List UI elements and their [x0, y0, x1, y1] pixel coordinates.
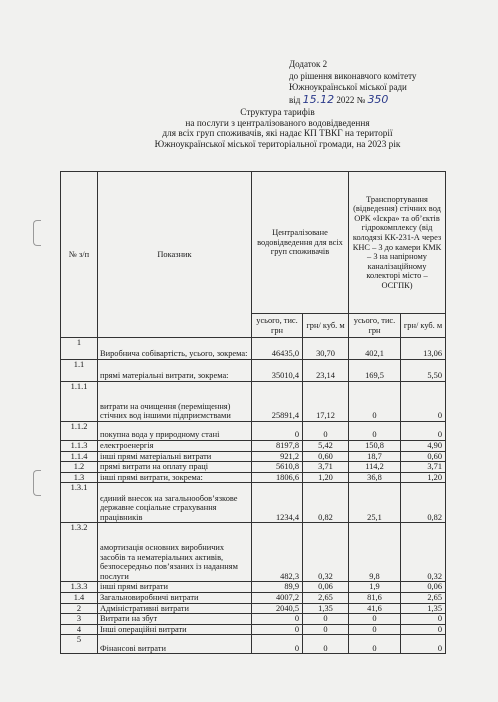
- value-transport-per-m3: 5,50: [401, 360, 446, 382]
- row-label: покупна вода у природному стані: [98, 422, 252, 441]
- table-row: [61, 422, 446, 441]
- number-sign: №: [356, 94, 366, 105]
- value-transport-per-m3: 0,32: [401, 523, 446, 582]
- row-label: витрати на очищення (переміщення) стічних вод іншими підприємствами: [98, 382, 252, 422]
- value-transport-per-m3: 0,06: [401, 582, 446, 593]
- title-line: на послуги з централізованого водовідведення: [185, 118, 370, 129]
- row-number: 4: [61, 624, 98, 635]
- table-row: [61, 635, 446, 654]
- value-central-per-m3: 23,14: [303, 360, 349, 382]
- table-row: [61, 483, 446, 523]
- value-central-per-m3: 5,42: [303, 441, 349, 452]
- title-line: Южноукраїнської міської територіальної громади, на 2023 рік: [154, 139, 401, 150]
- value-transport-total: 25,1: [349, 483, 401, 523]
- row-number: 1: [61, 338, 98, 360]
- binder-hole-mark: [33, 220, 41, 246]
- subheader-per-m3: грн/ куб. м: [303, 314, 349, 338]
- row-number: 1.2: [61, 462, 98, 473]
- table-row: [61, 338, 446, 360]
- value-transport-total: 0: [349, 614, 401, 625]
- date-prefix: від: [289, 94, 301, 105]
- value-central-total: 1806,6: [252, 472, 303, 483]
- value-central-per-m3: 0,60: [303, 451, 349, 462]
- value-transport-total: 18,7: [349, 451, 401, 462]
- row-label: прямі витрати на оплату праці: [98, 462, 252, 473]
- table-row: [61, 592, 446, 603]
- row-number: 1.4: [61, 592, 98, 603]
- value-transport-per-m3: 3,71: [401, 462, 446, 473]
- table-row: [61, 360, 446, 382]
- value-transport-total: 9,8: [349, 523, 401, 582]
- tariff-structure-table: [60, 171, 446, 654]
- value-transport-per-m3: 2,65: [401, 592, 446, 603]
- handwritten-number: 350: [367, 92, 389, 106]
- row-number: 1.1.1: [61, 382, 98, 422]
- table-row: [61, 441, 446, 452]
- row-number: 3: [61, 614, 98, 625]
- value-central-per-m3: 0: [303, 624, 349, 635]
- date-year: 2022: [336, 94, 355, 105]
- value-central-total: 1234,4: [252, 483, 303, 523]
- value-central-total: 89,9: [252, 582, 303, 593]
- value-central-per-m3: 0,32: [303, 523, 349, 582]
- table-row: [61, 382, 446, 422]
- value-central-total: 5610,8: [252, 462, 303, 473]
- value-central-per-m3: 2,65: [303, 592, 349, 603]
- row-label: прямі матеріальні витрати, зокрема:: [98, 360, 252, 382]
- table-row: [61, 462, 446, 473]
- value-transport-per-m3: 0: [401, 624, 446, 635]
- value-transport-total: 0: [349, 422, 401, 441]
- row-label: Інші операційні витрати: [98, 624, 252, 635]
- value-central-total: 25891,4: [252, 382, 303, 422]
- value-transport-total: 0: [349, 635, 401, 654]
- row-label: амортизація основних виробничих засобів та нематеріальних активів, безпосередньо пов’язаних із наданням послуги: [98, 523, 252, 582]
- value-central-total: 4007,2: [252, 592, 303, 603]
- table-row: [61, 451, 446, 462]
- value-central-per-m3: 30,70: [303, 338, 349, 360]
- subheader-total: усього, тис. грн: [349, 314, 401, 338]
- header-indicator: Показник: [98, 172, 252, 338]
- value-central-total: 35010,4: [252, 360, 303, 382]
- header-num: № з/п: [61, 172, 98, 338]
- value-transport-total: 114,2: [349, 462, 401, 473]
- row-label: Загальновиробничі витрати: [98, 592, 252, 603]
- title-line: для всіх груп споживачів, які надає КП ТВКГ на території: [162, 129, 393, 140]
- value-central-total: 8197,8: [252, 441, 303, 452]
- row-label: інші прямі витрати, зокрема:: [98, 472, 252, 483]
- value-central-per-m3: 0: [303, 614, 349, 625]
- document-title: [80, 108, 475, 150]
- row-number: 1.1.3: [61, 441, 98, 452]
- appendix-number: Додаток 2: [289, 59, 328, 69]
- value-central-total: 0: [252, 614, 303, 625]
- value-central-per-m3: 3,71: [303, 462, 349, 473]
- value-transport-per-m3: 4,90: [401, 441, 446, 452]
- header-central: Централізоване водовідведення для всіх груп споживачів: [252, 172, 349, 314]
- value-central-per-m3: 1,35: [303, 603, 349, 614]
- row-number: 5: [61, 635, 98, 654]
- row-number: 1.3: [61, 472, 98, 483]
- value-central-total: 0: [252, 422, 303, 441]
- row-label: інші прямі матеріальні витрати: [98, 451, 252, 462]
- value-central-total: 921,2: [252, 451, 303, 462]
- row-label: єдиний внесок на загальнообов’язкове державне соціальне страхування працівників: [98, 483, 252, 523]
- row-label: Витрати на збут: [98, 614, 252, 625]
- appendix-decision: до рішення виконавчого комітету: [289, 70, 417, 81]
- appendix-header: [289, 59, 416, 106]
- subheader-total: усього, тис. грн: [252, 314, 303, 338]
- row-number: 1.3.1: [61, 483, 98, 523]
- table-row: [61, 624, 446, 635]
- value-transport-total: 41,6: [349, 603, 401, 614]
- value-transport-per-m3: 0: [401, 422, 446, 441]
- value-central-per-m3: 1,20: [303, 472, 349, 483]
- header-transport: Транспортування (відведення) стічних вод ОРК «Іскра» та об’єктів гідрокомплексу (від колодязі КК-231-А через КНС – 3 до камери КМК – 3 на напірному каналізаційному колекторі місто – ОСГПК): [349, 172, 446, 314]
- appendix-council: Южноукраїнської міської ради: [289, 82, 407, 92]
- value-transport-total: 0: [349, 624, 401, 635]
- value-transport-per-m3: 0: [401, 382, 446, 422]
- value-transport-per-m3: 0,82: [401, 483, 446, 523]
- value-transport-per-m3: 0: [401, 614, 446, 625]
- value-central-total: 482,3: [252, 523, 303, 582]
- value-central-total: 0: [252, 624, 303, 635]
- handwritten-date: 15.12: [302, 92, 335, 106]
- value-transport-per-m3: 0,60: [401, 451, 446, 462]
- row-number: 1.1.4: [61, 451, 98, 462]
- row-label: інші прямі витрати: [98, 582, 252, 593]
- row-number: 1.3.2: [61, 523, 98, 582]
- row-label: електроенергія: [98, 441, 252, 452]
- value-transport-per-m3: 1,35: [401, 603, 446, 614]
- row-label: Фінансові витрати: [98, 635, 252, 654]
- value-transport-total: 402,1: [349, 338, 401, 360]
- value-transport-total: 0: [349, 382, 401, 422]
- value-transport-total: 36,8: [349, 472, 401, 483]
- row-label: Адміністративні витрати: [98, 603, 252, 614]
- value-central-per-m3: 17,12: [303, 382, 349, 422]
- value-central-per-m3: 0,82: [303, 483, 349, 523]
- value-transport-per-m3: 1,20: [401, 472, 446, 483]
- value-central-per-m3: 0: [303, 422, 349, 441]
- table-row: [61, 603, 446, 614]
- appendix-date-line: [289, 94, 416, 107]
- row-label: Виробнича собівартість, усього, зокрема:: [98, 338, 252, 360]
- value-transport-total: 81,6: [349, 592, 401, 603]
- row-number: 1.1.2: [61, 422, 98, 441]
- value-transport-total: 1,9: [349, 582, 401, 593]
- binder-hole-mark: [33, 470, 41, 496]
- value-transport-per-m3: 0: [401, 635, 446, 654]
- row-number: 2: [61, 603, 98, 614]
- value-central-total: 2040,5: [252, 603, 303, 614]
- table-row: [61, 472, 446, 483]
- title-line: Структура тарифів: [240, 108, 315, 118]
- table-row: [61, 614, 446, 625]
- value-transport-total: 150,8: [349, 441, 401, 452]
- value-central-per-m3: 0: [303, 635, 349, 654]
- value-central-per-m3: 0,06: [303, 582, 349, 593]
- row-number: 1.3.3: [61, 582, 98, 593]
- subheader-per-m3: грн/ куб. м: [401, 314, 446, 338]
- value-transport-per-m3: 13,06: [401, 338, 446, 360]
- value-central-total: 0: [252, 635, 303, 654]
- row-number: 1.1: [61, 360, 98, 382]
- table-row: [61, 523, 446, 582]
- value-transport-total: 169,5: [349, 360, 401, 382]
- table-row: [61, 582, 446, 593]
- value-central-total: 46435,0: [252, 338, 303, 360]
